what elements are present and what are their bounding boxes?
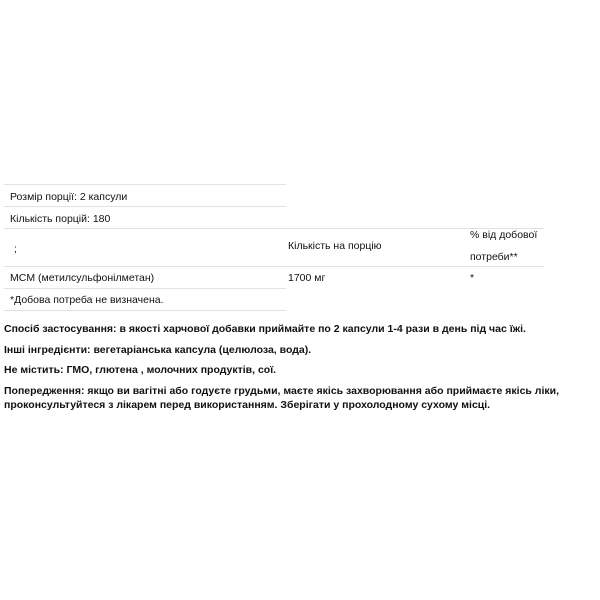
daily-value-footnote: *Добова потреба не визначена. bbox=[10, 294, 164, 306]
usage-directions: Спосіб застосування: в якості харчової добавки приймайте по 2 капсули 1-4 рази в день під час їжі. bbox=[4, 323, 526, 335]
table-header-row bbox=[4, 229, 544, 266]
free-from: Не містить: ГМО, глютена , молочних продуктів, сої. bbox=[4, 364, 277, 376]
header-daily-value-line1: % від добової bbox=[470, 229, 538, 241]
divider bbox=[4, 310, 286, 311]
header-ingredient: ; bbox=[14, 243, 17, 255]
warning-line-1: Попередження: якщо ви вагітні або годуєте грудьми, маєте якісь захворювання або приймаєте якісь ліки, bbox=[4, 385, 560, 397]
warning-paragraph bbox=[4, 384, 564, 412]
serving-count-row bbox=[4, 207, 544, 228]
supplement-facts-table bbox=[4, 184, 544, 311]
ingredient-name: MCM (метилсульфонілметан) bbox=[10, 272, 155, 284]
serving-size: Розмір порції: 2 капсули bbox=[10, 191, 128, 203]
table-row bbox=[4, 267, 544, 288]
warning-line-2: проконсультуйтеся з лікарем перед використанням. Зберігати у прохолодному сухому місці. bbox=[4, 399, 491, 411]
serving-size-row bbox=[4, 185, 544, 206]
servings-per-container: Кількість порцій: 180 bbox=[10, 213, 111, 225]
footnote-row bbox=[4, 289, 544, 310]
header-amount-per-serving: Кількість на порцію bbox=[288, 240, 382, 252]
product-notes bbox=[4, 322, 564, 412]
ingredient-amount: 1700 мг bbox=[288, 272, 326, 284]
other-ingredients: Інші інгредієнти: вегетаріанська капсула (целюлоза, вода). bbox=[4, 344, 312, 356]
header-daily-value-line2: потреби** bbox=[470, 251, 518, 263]
ingredient-daily-value: * bbox=[470, 272, 475, 284]
